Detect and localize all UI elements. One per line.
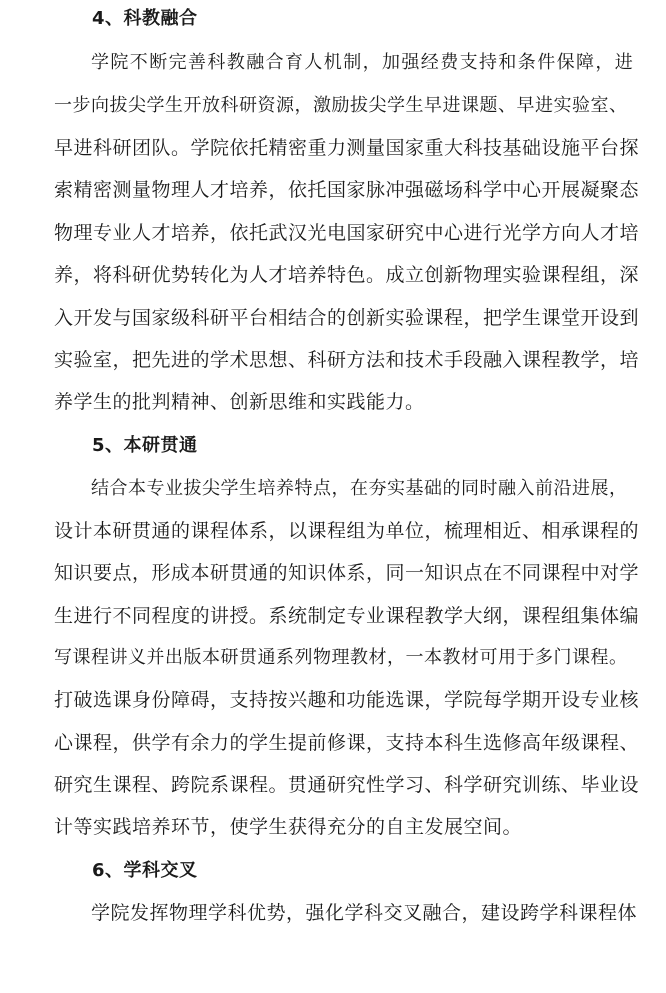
paragraph-line: 物理专业人才培养，依托武汉光电国家研究中心进行光学方向人才培 xyxy=(54,222,640,244)
section-heading-4: 4、科教融合 xyxy=(92,8,198,29)
paragraph-line: 打破选课身份障碍，支持按兴趣和功能选课，学院每学期开设专业核 xyxy=(54,689,640,711)
paragraph-line: 结合本专业拔尖学生培养特点，在夯实基础的同时融入前沿进展， xyxy=(91,478,628,499)
paragraph-line: 写课程讲义并出版本研贯通系列物理教材，一本教材可用于多门课程。 xyxy=(54,647,628,668)
section-heading-6: 6、学科交叉 xyxy=(92,860,198,881)
paragraph-line: 研究生课程、跨院系课程。贯通研究性学习、科学研究训练、毕业设 xyxy=(54,774,640,796)
paragraph-line: 学院发挥物理学科优势，强化学科交叉融合，建设跨学科课程体 xyxy=(91,902,638,924)
paragraph-line: 早进科研团队。学院依托精密重力测量国家重大科技基础设施平台探 xyxy=(54,137,640,159)
paragraph-line: 养学生的批判精神、创新思维和实践能力。 xyxy=(54,391,425,413)
paragraph-line: 生进行不同程度的讲授。系统制定专业课程教学大纲，课程组集体编 xyxy=(54,605,640,627)
paragraph-line: 心课程，供学有余力的学生提前修课，支持本科生选修高年级课程、 xyxy=(54,732,640,754)
paragraph-line: 计等实践培养环节，使学生获得充分的自主发展空间。 xyxy=(54,816,523,838)
paragraph-line: 入开发与国家级科研平台相结合的创新实验课程，把学生课堂开设到 xyxy=(54,307,640,329)
paragraph-line: 设计本研贯通的课程体系，以课程组为单位，梳理相近、相承课程的 xyxy=(54,520,640,542)
section-heading-5: 5、本研贯通 xyxy=(92,435,198,456)
paragraph-line: 实验室，把先进的学术思想、科研方法和技术手段融入课程教学，培 xyxy=(54,349,640,371)
paragraph-line: 学院不断完善科教融合育人机制，加强经费支持和条件保障，进 xyxy=(91,52,635,73)
paragraph-line: 一步向拔尖学生开放科研资源，激励拔尖学生早进课题、早进实验室、 xyxy=(54,95,628,116)
paragraph-line: 知识要点，形成本研贯通的知识体系，同一知识点在不同课程中对学 xyxy=(54,562,640,584)
paragraph-line: 索精密测量物理人才培养，依托国家脉冲强磁场科学中心开展凝聚态 xyxy=(54,179,640,201)
paragraph-line: 养，将科研优势转化为人才培养特色。成立创新物理实验课程组，深 xyxy=(54,264,640,286)
